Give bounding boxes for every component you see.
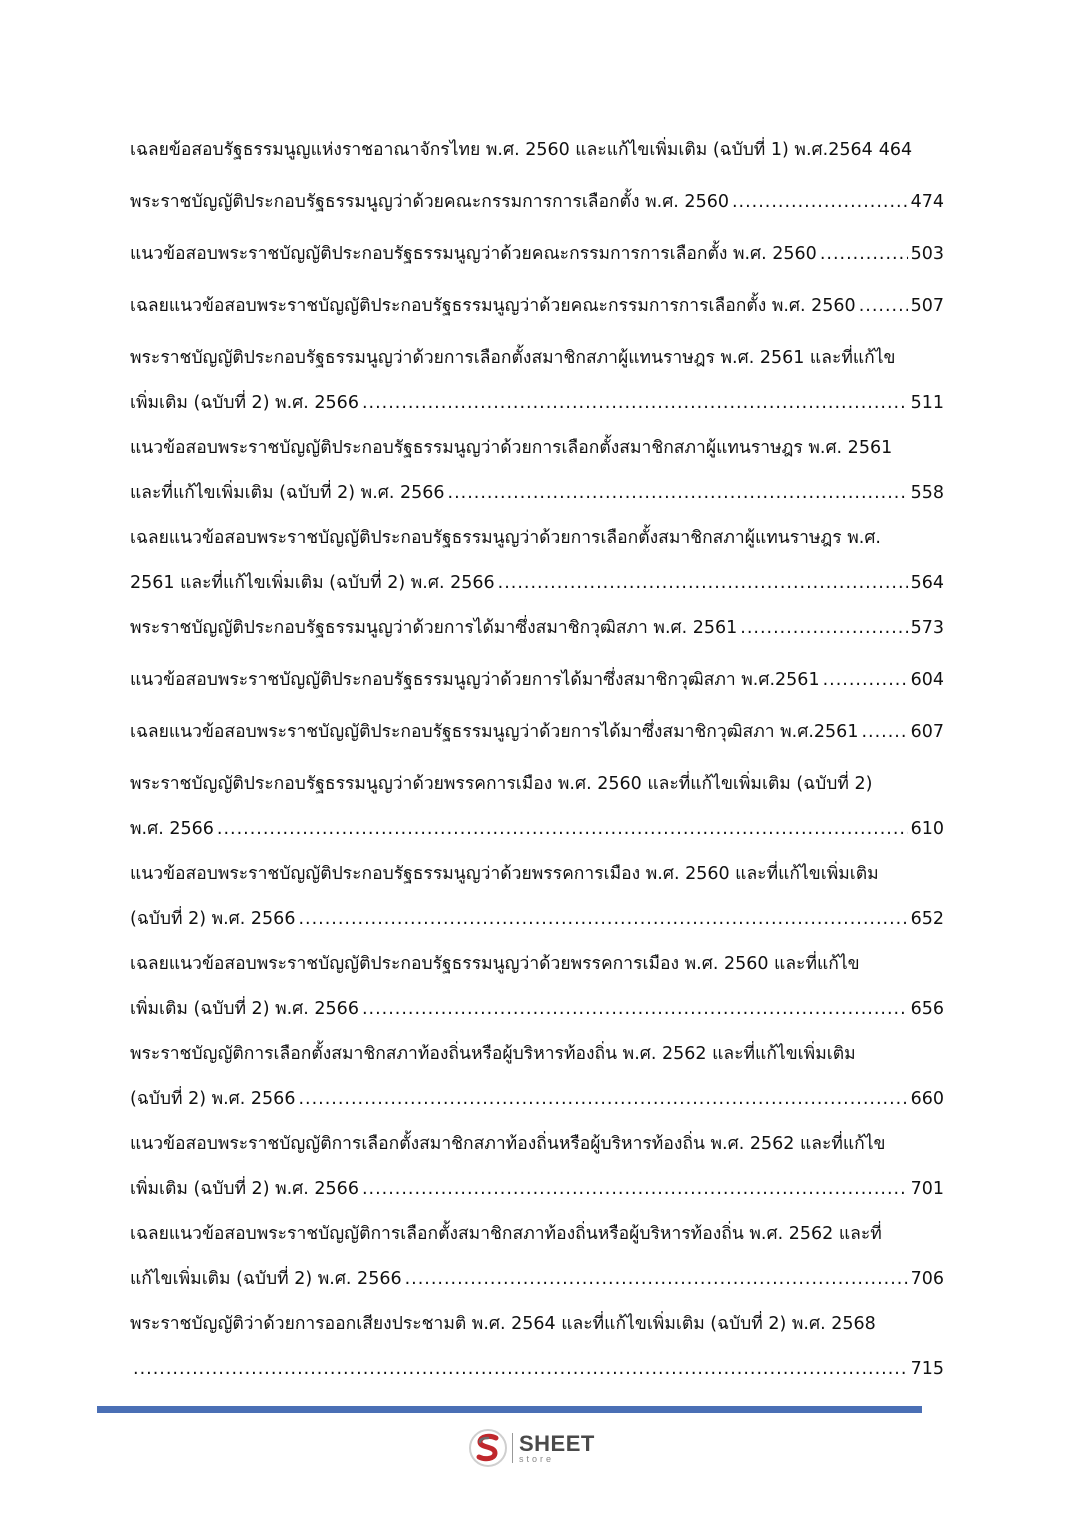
- toc-entry-page: 604: [910, 670, 944, 690]
- toc-entry-title: เฉลยแนวข้อสอบพระราชบัญญัติประกอบรัฐธรรมนูญว่าด้วยการได้มาซึ่งสมาชิกวุฒิสภา พ.ศ.2561: [130, 722, 859, 742]
- toc-entry[interactable]: [130, 606, 944, 651]
- dot-leader: [298, 897, 907, 942]
- dot-leader: [732, 180, 908, 225]
- toc-entry-title: พระราชบัญญัติประกอบรัฐธรรมนูญว่าด้วยคณะกรรมการการเลือกตั้ง พ.ศ. 2560: [130, 192, 729, 212]
- toc-entry-title: แนวข้อสอบพระราชบัญญัติประกอบรัฐธรรมนูญว่าด้วยคณะกรรมการการเลือกตั้ง พ.ศ. 2560: [130, 244, 817, 264]
- toc-entry[interactable]: [130, 426, 944, 516]
- toc-entry-page: 715: [910, 1359, 944, 1379]
- toc-entry-page: 464: [878, 140, 913, 160]
- footer-divider-bar: [97, 1406, 922, 1413]
- dot-leader: [362, 1167, 908, 1212]
- logo-wordmark: [519, 1430, 595, 1464]
- toc-entry-page: 610: [910, 819, 944, 839]
- toc-entry-page: 607: [910, 722, 944, 742]
- toc-entry-page: 507: [910, 296, 944, 316]
- logo-main-text: SHEET: [519, 1430, 595, 1456]
- toc-entry-title-cont: 2561 และที่แก้ไขเพิ่มเติม (ฉบับที่ 2) พ.ศ. 2566: [130, 573, 495, 593]
- toc-entry[interactable]: [130, 942, 944, 1032]
- sheet-logo-icon: [468, 1428, 508, 1468]
- toc-entry-title: เฉลยแนวข้อสอบพระราชบัญญัติประกอบรัฐธรรมนูญว่าด้วยคณะกรรมการการเลือกตั้ง พ.ศ. 2560: [130, 296, 856, 316]
- toc-entry[interactable]: [130, 284, 944, 329]
- dot-leader: [820, 232, 908, 277]
- toc-entry-title-cont: (ฉบับที่ 2) พ.ศ. 2566: [130, 1089, 296, 1109]
- toc-entry-title: เฉลยข้อสอบรัฐธรรมนูญแห่งราชอาณาจักรไทย พ.ศ. 2560 และแก้ไขเพิ่มเติม (ฉบับที่ 1) พ.ศ.2564: [130, 140, 873, 160]
- toc-entry-title: แนวข้อสอบพระราชบัญญัติประกอบรัฐธรรมนูญว่าด้วยการได้มาซึ่งสมาชิกวุฒิสภา พ.ศ.2561: [130, 670, 820, 690]
- toc-entry-title: เฉลยแนวข้อสอบพระราชบัญญัติประกอบรัฐธรรมนูญว่าด้วยพรรคการเมือง พ.ศ. 2560 และที่แก้ไข: [130, 954, 860, 974]
- dot-leader: [362, 381, 908, 426]
- dot-leader: [448, 471, 908, 516]
- toc-entry-title-cont: พ.ศ. 2566: [130, 819, 214, 839]
- dot-leader: [405, 1257, 908, 1302]
- toc-entry[interactable]: [130, 336, 944, 426]
- toc-entry-title: แนวข้อสอบพระราชบัญญัติประกอบรัฐธรรมนูญว่าด้วยการเลือกตั้งสมาชิกสภาผู้แทนราษฎร พ.ศ. 2561: [130, 438, 893, 458]
- toc-entry-page: 558: [910, 483, 944, 503]
- toc-entry-page: 652: [910, 909, 944, 929]
- toc-entry-page: 706: [910, 1269, 944, 1289]
- toc-entry-title: พระราชบัญญัติประกอบรัฐธรรมนูญว่าด้วยการได้มาซึ่งสมาชิกวุฒิสภา พ.ศ. 2561: [130, 618, 738, 638]
- toc-entry-title: พระราชบัญญัติว่าด้วยการออกเสียงประชามติ พ.ศ. 2564 และที่แก้ไขเพิ่มเติม (ฉบับที่ 2) พ.ศ. 2568: [130, 1314, 876, 1334]
- logo-divider: [512, 1433, 513, 1463]
- dot-leader: [133, 1347, 908, 1392]
- toc-entry[interactable]: [130, 658, 944, 703]
- toc-entry-title: แนวข้อสอบพระราชบัญญัติประกอบรัฐธรรมนูญว่าด้วยพรรคการเมือง พ.ศ. 2560 และที่แก้ไขเพิ่มเติม: [130, 864, 879, 884]
- toc-entry-page: 573: [910, 618, 944, 638]
- dot-leader: [298, 1077, 907, 1122]
- dot-leader: [861, 710, 907, 755]
- sheet-store-logo: [468, 1426, 595, 1470]
- toc-entry-page: 660: [910, 1089, 944, 1109]
- toc-entry[interactable]: [130, 1032, 944, 1122]
- toc-entry-title: พระราชบัญญัติประกอบรัฐธรรมนูญว่าด้วยการเลือกตั้งสมาชิกสภาผู้แทนราษฎร พ.ศ. 2561 และที่แก้ไข: [130, 348, 896, 368]
- toc-entry[interactable]: [130, 1122, 944, 1212]
- dot-leader: [823, 658, 908, 703]
- dot-leader: [498, 561, 908, 606]
- dot-leader: [740, 606, 907, 651]
- dot-leader: [217, 807, 908, 852]
- toc-entry-title-cont: และที่แก้ไขเพิ่มเติม (ฉบับที่ 2) พ.ศ. 2566: [130, 483, 445, 503]
- toc-entry[interactable]: [130, 128, 944, 173]
- toc-entry-title-cont: แก้ไขเพิ่มเติม (ฉบับที่ 2) พ.ศ. 2566: [130, 1269, 402, 1289]
- toc-entry-title-cont: (ฉบับที่ 2) พ.ศ. 2566: [130, 909, 296, 929]
- toc-entry-page: 511: [910, 393, 944, 413]
- toc-entry-title-cont: เพิ่มเติม (ฉบับที่ 2) พ.ศ. 2566: [130, 999, 359, 1019]
- toc-entry[interactable]: [130, 852, 944, 942]
- dot-leader: [859, 284, 908, 329]
- toc-entry-title-cont: เพิ่มเติม (ฉบับที่ 2) พ.ศ. 2566: [130, 393, 359, 413]
- logo-sub-text: store: [519, 1453, 555, 1464]
- table-of-contents: [130, 128, 944, 1392]
- toc-entry-title-cont: เพิ่มเติม (ฉบับที่ 2) พ.ศ. 2566: [130, 1179, 359, 1199]
- toc-entry-title: เฉลยแนวข้อสอบพระราชบัญญัติการเลือกตั้งสมาชิกสภาท้องถิ่นหรือผู้บริหารท้องถิ่น พ.ศ. 2562 และที่: [130, 1224, 882, 1244]
- toc-entry[interactable]: [130, 1302, 944, 1392]
- toc-entry-page: 474: [910, 192, 944, 212]
- toc-entry-title: พระราชบัญญัติประกอบรัฐธรรมนูญว่าด้วยพรรคการเมือง พ.ศ. 2560 และที่แก้ไขเพิ่มเติม (ฉบับที่ 2): [130, 774, 873, 794]
- toc-entry[interactable]: [130, 180, 944, 225]
- toc-entry-title: พระราชบัญญัติการเลือกตั้งสมาชิกสภาท้องถิ่นหรือผู้บริหารท้องถิ่น พ.ศ. 2562 และที่แก้ไขเพิ่มเติม: [130, 1044, 856, 1064]
- toc-entry-page: 656: [910, 999, 944, 1019]
- toc-entry[interactable]: [130, 516, 944, 606]
- dot-leader: [362, 987, 908, 1032]
- toc-entry[interactable]: [130, 762, 944, 852]
- toc-entry-title: เฉลยแนวข้อสอบพระราชบัญญัติประกอบรัฐธรรมนูญว่าด้วยการเลือกตั้งสมาชิกสภาผู้แทนราษฎร พ.ศ.: [130, 528, 881, 548]
- toc-entry-page: 701: [910, 1179, 944, 1199]
- toc-entry[interactable]: [130, 1212, 944, 1302]
- toc-entry-title: แนวข้อสอบพระราชบัญญัติการเลือกตั้งสมาชิกสภาท้องถิ่นหรือผู้บริหารท้องถิ่น พ.ศ. 2562 และที่แก้ไข: [130, 1134, 886, 1154]
- toc-entry[interactable]: [130, 232, 944, 277]
- toc-entry[interactable]: [130, 710, 944, 755]
- toc-entry-page: 564: [910, 573, 944, 593]
- toc-entry-page: 503: [910, 244, 944, 264]
